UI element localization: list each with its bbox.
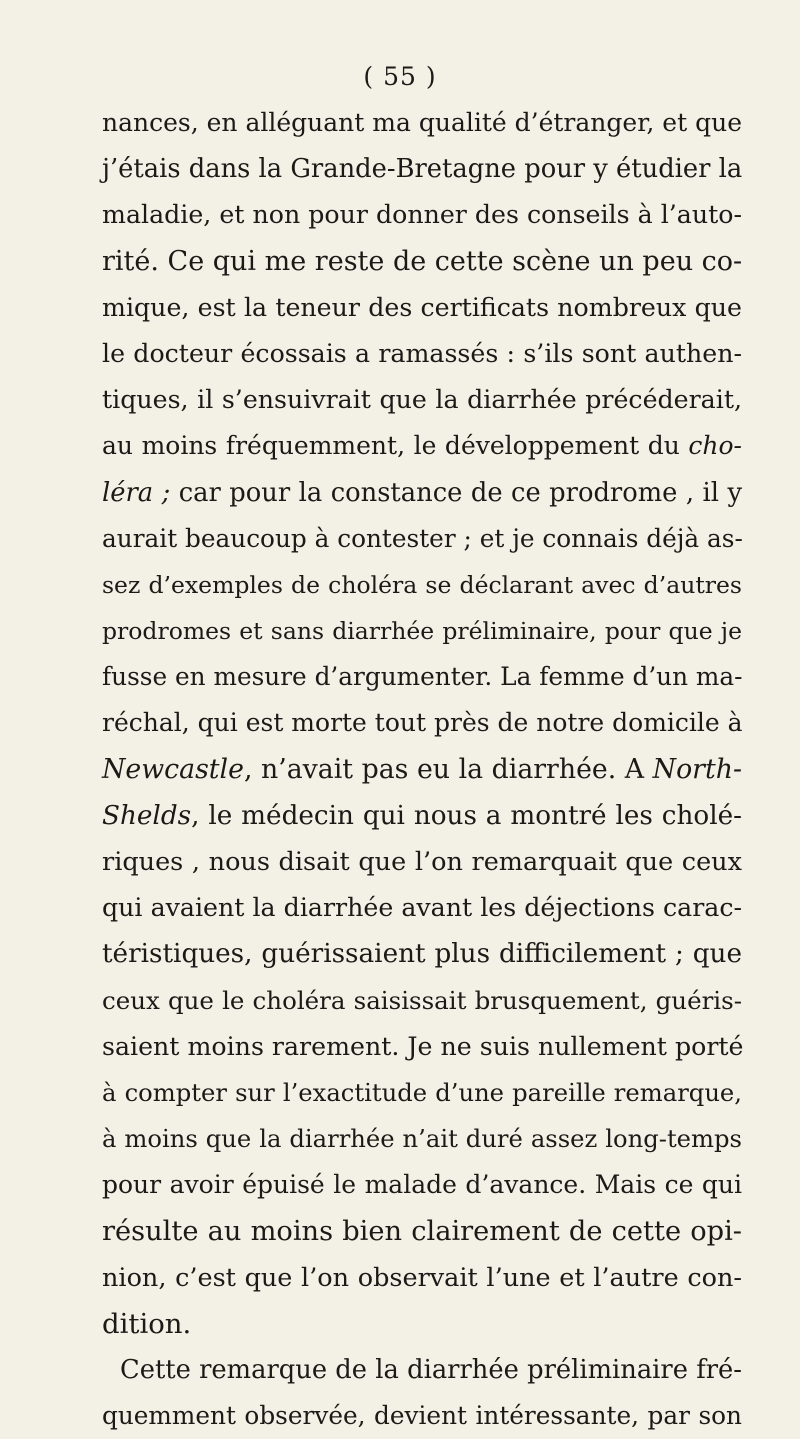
- text-line: réchal, qui est morte tout près de notre domicile à: [102, 708, 743, 738]
- text-line: mique, est la teneur des certificats nombreux que: [102, 292, 742, 322]
- text-line: résulte au moins bien clairement de cette opi-: [102, 1215, 742, 1247]
- text-line: sez d’exemples de choléra se déclarant avec d’autres: [102, 570, 742, 599]
- italic-place-name: Newcastle: [102, 753, 244, 785]
- page-number: ( 55 ): [363, 62, 437, 91]
- text-line: prodromes et sans diarrhée préliminaire, pour que je: [102, 617, 742, 646]
- text-line: nances, en alléguant ma qualité d’étranger, et que: [102, 108, 742, 137]
- text-line: à compter sur l’exactitude d’une pareille remarque,: [102, 1077, 742, 1107]
- text-span: car pour la constance de ce prodrome , il y: [170, 477, 742, 508]
- text-line: rité. Ce qui me reste de cette scène un peu co-: [102, 245, 743, 277]
- text-span: , n’avait pas eu la diarrhée. A: [243, 753, 653, 785]
- text-line: riques , nous disait que l’on remarquait que ceux: [102, 847, 742, 877]
- text-line: saient moins rarement. Je ne suis nullement porté: [102, 1031, 744, 1061]
- text-line: aurait beaucoup à contester ; et je connais déjà as-: [102, 523, 743, 553]
- text-line: quemment observée, devient intéressante, par son: [102, 1401, 742, 1431]
- text-span: au moins fréquemment, le développement du: [102, 431, 689, 461]
- italic-place-name: North-: [652, 753, 742, 785]
- text-line: pour avoir épuisé le malade d’avance. Mais ce qui: [102, 1170, 742, 1200]
- text-line: tiques, il s’ensuivrait que la diarrhée précéderait,: [102, 385, 742, 415]
- text-line: [102, 747, 742, 793]
- text-line: [102, 793, 742, 839]
- text-line: dition.: [102, 1307, 192, 1340]
- text-line: ceux que le choléra saisissait brusquement, guéris-: [102, 985, 742, 1015]
- text-line: Cette remarque de la diarrhée préliminaire fré-: [120, 1355, 742, 1386]
- text-span: , le médecin qui nous a montré les cholé-: [191, 800, 742, 831]
- text-line: j’étais dans la Grande-Bretagne pour y étudier la: [102, 154, 743, 185]
- text-line: maladie, et non pour donner des conseils à l’auto-: [102, 200, 742, 230]
- text-line: [102, 423, 742, 469]
- italic-place-name: Shelds: [102, 800, 192, 831]
- text-line: téristiques, guérissaient plus difficilement ; que: [102, 939, 742, 970]
- text-line: le docteur écossais a ramassés : s’ils sont authen-: [102, 338, 742, 368]
- text-line: [102, 470, 742, 516]
- text-line: qui avaient la diarrhée avant les déjections carac-: [102, 893, 742, 923]
- text-line: fusse en mesure d’argumenter. La femme d’un ma-: [102, 662, 743, 692]
- body-text: [102, 100, 742, 1439]
- text-line: à moins que la diarrhée n’ait duré assez long-temps: [102, 1124, 742, 1154]
- text-line: nion, c’est que l’on observait l’une et l’autre con-: [102, 1262, 742, 1293]
- italic-word: léra ;: [102, 477, 171, 508]
- italic-word: cho-: [688, 431, 742, 461]
- paragraph-2: [102, 1347, 742, 1439]
- paragraph-1: [102, 100, 742, 1347]
